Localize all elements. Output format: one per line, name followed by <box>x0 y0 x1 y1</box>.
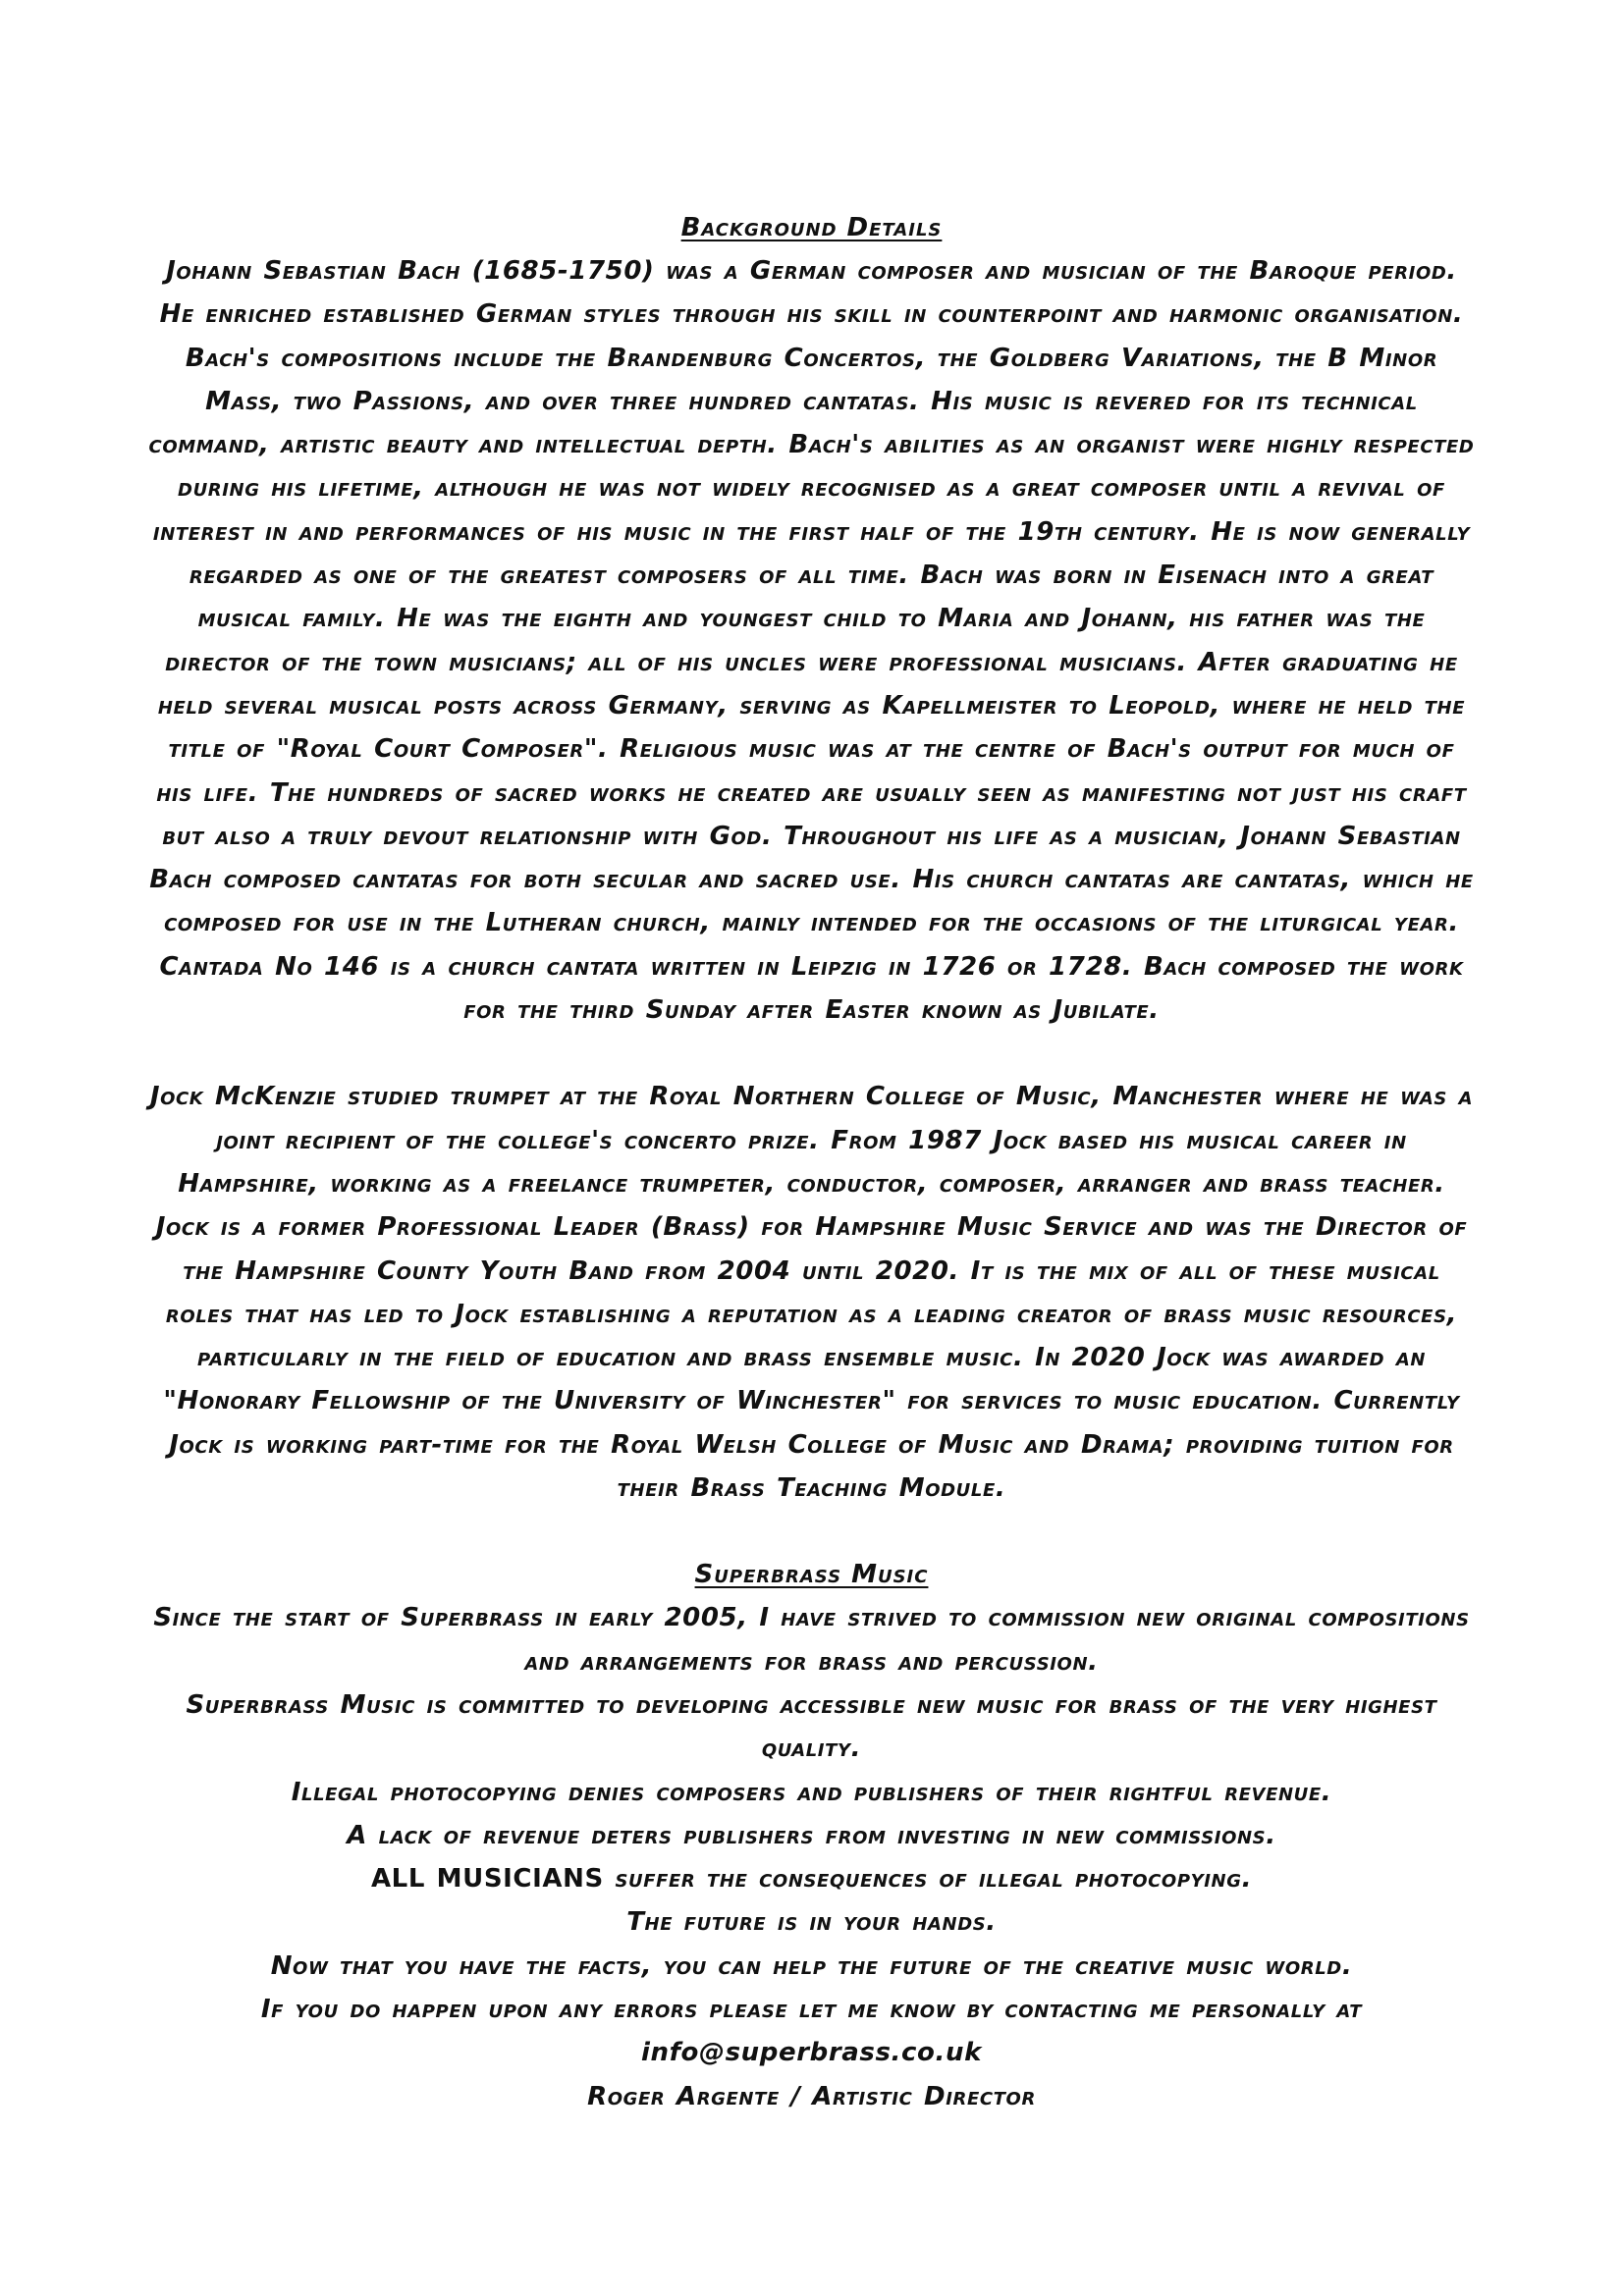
paragraph-spacer <box>147 1032 1476 1075</box>
all-musicians-emphasis: ALL MUSICIANS <box>370 1864 604 1895</box>
superbrass-music-heading: Superbrass Music <box>694 1560 929 1590</box>
jock-mckenzie-biography-paragraph: Jock McKenzie studied trumpet at the Royal Northern College of Music, Manchester where he was a joint recipient of the college's concerto prize. From 1987 Jock based his musical career in Hampshire, working as a freelance trumpeter, conductor, composer, arranger and brass teacher. Jock is a former Professional Leader (Brass) for Hampshire Music Service and was the Director of the Hampshire County Youth Band from 2004 until 2020. It is the mix of all of these musical roles that has led to Jock establishing a reputation as a leading creator of brass music resources, particularly in the field of education and brass ensemble music. In 2020 Jock was awarded an "Honorary Fellowship of the University of Winchester" for services to music education. Currently Jock is working part-time for the Royal Welsh College of Music and Drama; providing tuition for their Brass Teaching Module. <box>149 1082 1474 1504</box>
page-content <box>147 206 1476 2118</box>
superbrass-line-musicians <box>147 1857 1476 1900</box>
section-spacer <box>147 1510 1476 1553</box>
background-details-heading: Background Details <box>680 213 943 242</box>
superbrass-line-photocopying: Illegal photocopying denies composers and publishers of their rightful revenue. <box>291 1777 1332 1807</box>
superbrass-line-commission: Since the start of Superbrass in early 2005, I have strived to commission new original compositions and arrangements for brass and percussion. <box>153 1603 1470 1677</box>
contact-email-link[interactable] <box>147 2031 1476 2074</box>
superbrass-line-commitment: Superbrass Music is committed to developing accessible new music for brass of the very highest quality. <box>186 1689 1437 1764</box>
bach-biography-paragraph: Johann Sebastian Bach (1685-1750) was a German composer and musician of the Baroque period. He enriched established German styles through his skill in counterpoint and harmonic organisation. Bach's compositions include the Brandenburg Concertos, the Goldberg Variations, the B Minor Mass, two Passions, and over three hundred cantatas. His music is revered for its technical command, artistic beauty and intellectual depth. Bach's abilities as an organist were highly respected during his lifetime, although he was not widely recognised as a great composer until a revival of interest in and performances of his music in the first half of the 19th century. He is now generally regarded as one of the greatest composers of all time. Bach was born in Eisenach into a great musical family. He was the eighth and youngest child to Maria and Johann, his father was the director of the town musicians; all of his uncles were professional musicians. After graduating he held several musical posts across Germany, serving as Kapellmeister to Leopold, where he held the title of "Royal Court Composer". Religious music was at the centre of Bach's output for much of his life. The hundreds of sacred works he created are usually seen as manifesting not just his craft but also a truly devout relationship with God. Throughout his life as a musician, Johann Sebastian Bach composed cantatas for both secular and sacred use. His church cantatas are cantatas, which he composed for use in the Lutheran church, mainly intended for the occasions of the liturgical year. Cantada No 146 is a church cantata written in Leipzig in 1726 or 1728. Bach composed the work for the third Sunday after Easter known as Jubilate. <box>148 256 1475 1026</box>
musicians-consequences-text: suffer the consequences of illegal photocopying. <box>603 1864 1253 1895</box>
superbrass-line-revenue: A lack of revenue deters publishers from investing in new commissions. <box>347 1820 1276 1850</box>
superbrass-line-facts: Now that you have the facts, you can help the future of the creative music world. <box>270 1950 1353 1981</box>
superbrass-line-future: The future is in your hands. <box>626 1907 997 1938</box>
signature-line: Roger Argente / Artistic Director <box>587 2081 1036 2111</box>
superbrass-line-errors: If you do happen upon any errors please let me know by contacting me personally at <box>260 1994 1363 2024</box>
contact-email-text[interactable]: info@superbrass.co.uk <box>640 2038 982 2068</box>
